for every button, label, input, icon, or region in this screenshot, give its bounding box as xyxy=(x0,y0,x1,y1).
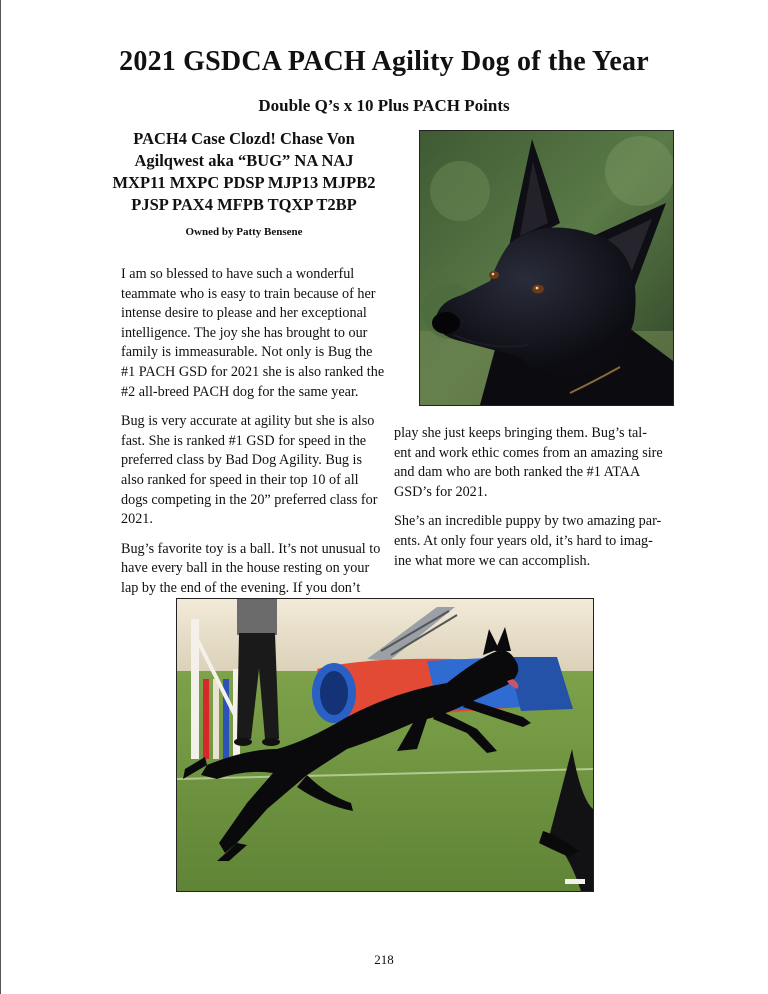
dog-registered-name xyxy=(100,128,388,216)
text-line: ent and work ethic comes from an amazing sire xyxy=(394,444,663,461)
text-line: GSD’s for 2021. xyxy=(394,483,488,500)
text-line: ine what more we can accomplish. xyxy=(394,552,591,569)
text-line: dogs competing in the 20” preferred class for xyxy=(121,491,378,508)
text-line: teammate who is easy to train because of her xyxy=(121,285,376,302)
text-line: #2 all-breed PACH dog for the same year. xyxy=(121,383,359,400)
text-line: 2021. xyxy=(121,511,153,528)
dog-name-line: PJSP PAX4 MFPB TQXP T2BP xyxy=(131,195,357,214)
article-left-column xyxy=(121,265,383,609)
dog-name-line: PACH4 Case Clozd! Chase Von xyxy=(133,129,355,148)
text-line: preferred class by Bad Dog Agility. Bug is xyxy=(121,452,363,469)
text-line: family is immeasurable. Not only is Bug the xyxy=(121,344,373,361)
paragraph-closing xyxy=(394,512,684,571)
text-line: play she just keeps bringing them. Bug’s tal- xyxy=(394,425,647,441)
page-edge xyxy=(0,0,1,994)
paragraph-continued xyxy=(394,424,684,502)
page-subtitle: Double Q’s x 10 Plus PACH Points xyxy=(258,96,510,115)
article-right-column xyxy=(394,424,684,581)
text-line: intense desire to please and her exceptional xyxy=(121,305,367,322)
text-line: intelligence. The joy she has brought to our xyxy=(121,324,368,341)
text-line: ents. At only four years old, it’s hard to imag- xyxy=(394,532,653,549)
text-line: and dam who are both ranked the #1 ATAA xyxy=(394,464,641,481)
text-line: fast. She is ranked #1 GSD for speed in the xyxy=(121,432,367,449)
text-line: I am so blessed to have such a wonderful xyxy=(121,266,355,282)
dog-portrait-photo xyxy=(419,130,674,406)
text-line: lap by the end of the evening. If you don’t xyxy=(121,579,361,596)
paragraph-intro xyxy=(121,265,383,402)
text-line: #1 PACH GSD for 2021 she is also ranked the xyxy=(121,363,385,380)
page-number: 218 xyxy=(374,952,394,967)
text-line: have every ball in the house resting on your xyxy=(121,560,370,577)
text-line: Bug’s favorite toy is a ball. It’s not unusual to xyxy=(121,540,381,557)
dog-name-line: MXP11 MXPC PDSP MJP13 MJPB2 xyxy=(112,173,376,192)
text-line: Bug is very accurate at agility but she is also xyxy=(121,413,375,430)
agility-action-photo xyxy=(176,598,594,892)
owner-credit: Owned by Patty Bensene xyxy=(185,226,303,238)
paragraph-speed xyxy=(121,412,383,530)
paragraph-favorite-toy xyxy=(121,540,383,599)
text-line: She’s an incredible puppy by two amazing par- xyxy=(394,513,662,530)
page-title: 2021 GSDCA PACH Agility Dog of the Year xyxy=(119,46,649,77)
text-line: also ranked for speed in their top 10 of all xyxy=(121,471,359,488)
dog-name-line: Agilqwest aka “BUG” NA NAJ xyxy=(134,151,354,170)
